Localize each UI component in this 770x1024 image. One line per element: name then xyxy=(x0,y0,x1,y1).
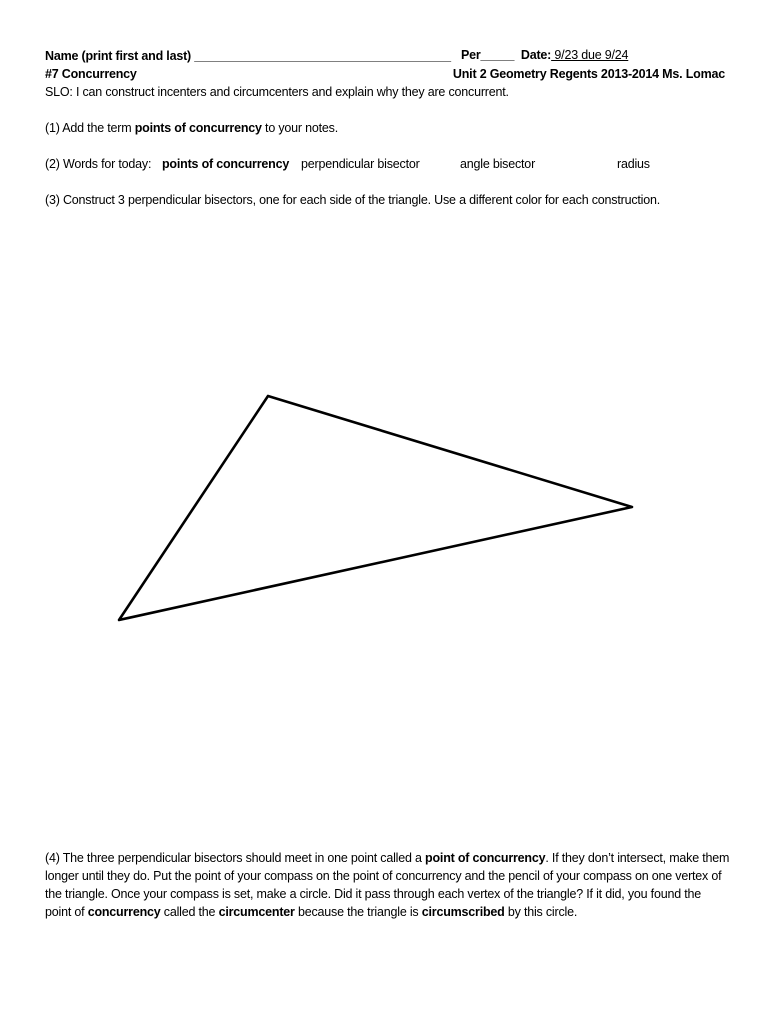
triangle-outline xyxy=(119,396,632,620)
q2-prefix: (2) Words for today: xyxy=(45,157,152,171)
q1-prefix: (1) Add the term xyxy=(45,121,135,135)
q4-text-1: (4) The three perpendicular bisectors should meet in one point called a xyxy=(45,851,426,865)
name-field-label: Name (print first and last) ______________________________________ xyxy=(45,49,451,63)
course-info: Unit 2 Geometry Regents 2013-2014 Ms. Lomac xyxy=(452,67,725,81)
date-value: 9/23 due 9/24 xyxy=(551,48,629,62)
q2-word-1: points of concurrency xyxy=(162,157,290,171)
slo-statement: SLO: I can construct incenters and circumcenters and explain why they are concurrent. xyxy=(45,85,509,99)
q4-term-2: concurrency xyxy=(87,905,161,919)
q4-text-5: by this circle. xyxy=(504,905,578,919)
q4-text-2: . If they don’t intersect, make them longer until they do. Put the point of your compass on the point of concurrency and the pencil of your compass on one vertex of the triangle. Once your compass is set, make a circle. Did it pass through each vertex of the triangle? If it did, you found the point of xyxy=(45,851,730,919)
question-4 xyxy=(45,849,730,921)
q4-term-1: point of concurrency xyxy=(425,851,546,865)
q4-text-3: called the xyxy=(160,905,219,919)
q4-text-4: because the triangle is xyxy=(294,905,422,919)
period-label: Per_____ xyxy=(461,48,515,62)
q4-term-3: circumcenter xyxy=(218,905,295,919)
q4-term-4: circumscribed xyxy=(421,905,505,919)
worksheet-title: #7 Concurrency xyxy=(45,67,137,81)
q1-term: points of concurrency xyxy=(134,121,262,135)
q2-word-3: angle bisector xyxy=(460,157,536,171)
q2-word-4: radius xyxy=(617,157,650,171)
question-3: (3) Construct 3 perpendicular bisectors, one for each side of the triangle. Use a different color for each construction. xyxy=(45,193,660,207)
q1-suffix: to your notes. xyxy=(261,121,338,135)
date-label: Date: xyxy=(520,48,552,62)
q2-word-2: perpendicular bisector xyxy=(301,157,420,171)
